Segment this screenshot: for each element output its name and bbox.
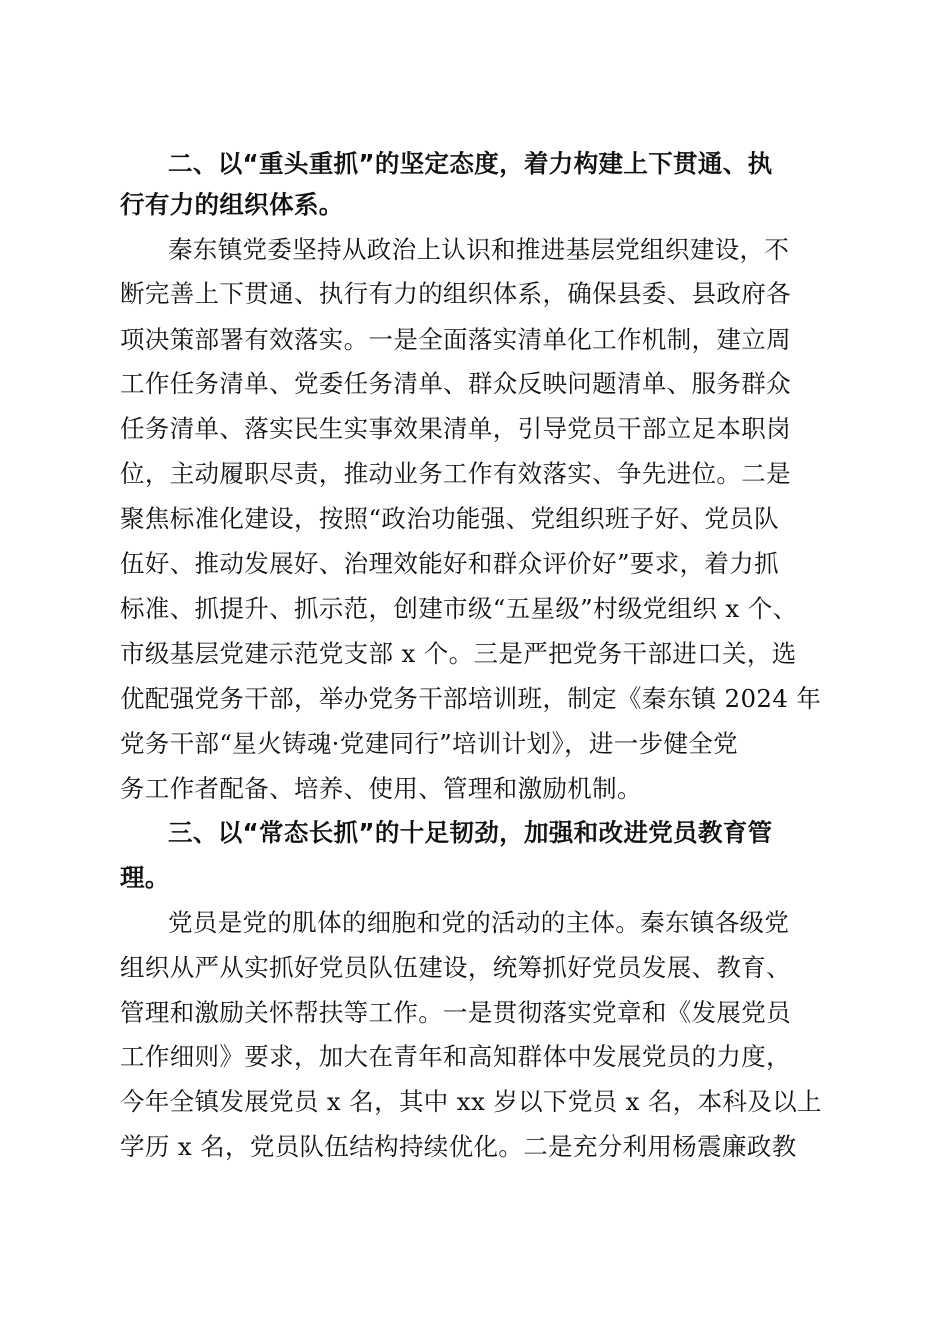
section-two-heading-line-2: 行有力的组织体系。 — [120, 190, 344, 219]
paragraph-2-line-1: 党员是党的肌体的细胞和党的活动的主体。秦东镇各级党 — [168, 908, 790, 937]
paragraph-line-10: 市级基层党建示范党支部 x 个。三是严把党务干部进口关，选 — [120, 639, 797, 668]
paragraph-line-5: 任务清单、落实民生实事效果清单，引导党员干部立足本职岗 — [120, 414, 791, 443]
paragraph-line-9: 标准、抓提升、抓示范，创建市级“五星级”村级党组织 x 个、 — [120, 594, 798, 623]
paragraph-line-3: 项决策部署有效落实。一是全面落实清单化工作机制，建立周 — [120, 325, 791, 354]
section-three-heading-line-1: 三、以“常态长抓”的十足韧劲，加强和改进党员教育管 — [168, 818, 773, 847]
paragraph-line-6: 位，主动履职尽责，推动业务工作有效落实、争先进位。二是 — [120, 459, 791, 488]
paragraph-line-7: 聚焦标准化建设，按照“政治功能强、党组织班子好、党员队 — [120, 504, 779, 533]
paragraph-2-line-6: 学历 x 名，党员队伍结构持续优化。二是充分利用杨震廉政教 — [120, 1132, 797, 1161]
paragraph-line-2: 断完善上下贯通、执行有力的组织体系，确保县委、县政府各 — [120, 279, 791, 308]
paragraph-2-line-3: 管理和激励关怀帮扶等工作。一是贯彻落实党章和《发展党员 — [120, 998, 791, 1027]
paragraph-2-line-5: 今年全镇发展党员 x 名，其中 xx 岁以下党员 x 名，本科及以上 — [120, 1087, 822, 1116]
paragraph-2-line-2: 组织从严从实抓好党员队伍建设，统筹抓好党员发展、教育、 — [120, 953, 791, 982]
section-three-heading-line-2: 理。 — [120, 863, 170, 892]
paragraph-line-13: 务工作者配备、培养、使用、管理和激励机制。 — [120, 774, 642, 803]
paragraph-line-11: 优配强党务干部，举办党务干部培训班，制定《秦东镇 2024 年 — [120, 684, 822, 713]
section-two-heading-line-1: 二、以“重头重抓”的坚定态度，着力构建上下贯通、执 — [168, 149, 773, 178]
paragraph-line-4: 工作任务清单、党委任务清单、群众反映问题清单、服务群众 — [120, 369, 791, 398]
paragraph-line-12: 党务干部“星火铸魂·党建同行”培训计划》，进一步健全党 — [120, 729, 739, 758]
paragraph-line-8: 伍好、推动发展好、治理效能好和群众评价好”要求，着力抓 — [120, 549, 779, 578]
paragraph-2-line-4: 工作细则》要求，加大在青年和高知群体中发展党员的力度， — [120, 1042, 791, 1071]
paragraph-line-1: 秦东镇党委坚持从政治上认识和推进基层党组织建设，不 — [168, 235, 790, 264]
